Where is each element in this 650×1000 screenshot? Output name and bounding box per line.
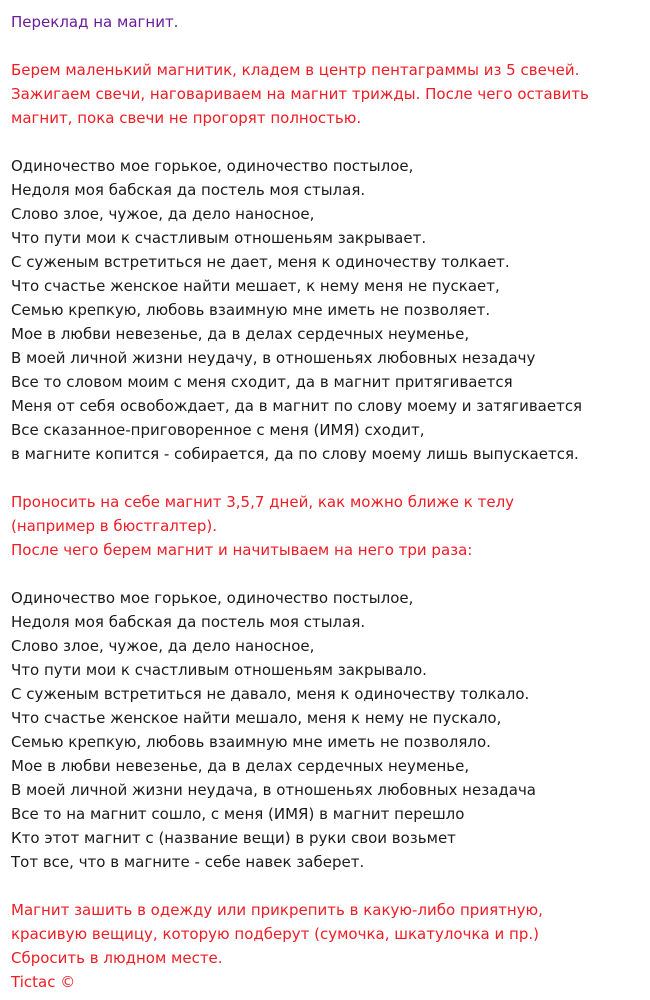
spell-line: Недоля моя бабская да постель моя стылая. <box>11 181 366 199</box>
spell-line: Одиночество мое горькое, одиночество постылое, <box>11 157 414 175</box>
middle-instructions <box>11 490 647 562</box>
spell-line: в магните копится - собирается, да по слову моему лишь выпускается. <box>11 445 579 463</box>
spell-line: Все то на магнит сошло, с меня (ИМЯ) в магнит перешло <box>11 805 465 823</box>
spell-line: Одиночество мое горькое, одиночество постылое, <box>11 589 414 607</box>
spell-line: Что пути мои к счастливым отношеньям закрывает. <box>11 229 427 247</box>
spell-line: Кто этот магнит с (название вещи) в руки свои возьмет <box>11 829 456 847</box>
spell-line: С суженым встретиться не дает, меня к одиночеству толкает. <box>11 253 510 271</box>
intro-line: Берем маленький магнитик, кладем в центр пентаграммы из 5 свечей. <box>11 61 580 79</box>
spell-line: Слово злое, чужое, да дело наносное, <box>11 637 315 655</box>
outro-line: Магнит зашить в одежду или прикрепить в какую-либо приятную, <box>11 901 543 919</box>
spell-line: Что пути мои к счастливым отношеньям закрывало. <box>11 661 427 679</box>
middle-line: После чего берем магнит и начитываем на него три раза: <box>11 541 473 559</box>
spacer <box>11 562 647 586</box>
spell-line: Мое в любви невезенье, да в делах сердечных неуменье, <box>11 757 470 775</box>
spell-line: Семью крепкую, любовь взаимную мне иметь не позволяло. <box>11 733 491 751</box>
intro-instructions <box>11 58 647 130</box>
middle-line: (например в бюстгалтер). <box>11 517 218 535</box>
spell-line: В моей личной жизни неудача, в отношеньях любовных незадача <box>11 781 536 799</box>
document <box>11 10 647 994</box>
spell-second <box>11 586 647 874</box>
outro-instructions <box>11 898 647 994</box>
spell-line: Все то словом моим с меня сходит, да в магнит притягивается <box>11 373 513 391</box>
intro-line: Зажигаем свечи, наговариваем на магнит трижды. После чего оставить <box>11 85 589 103</box>
spacer <box>11 874 647 898</box>
intro-line: магнит, пока свечи не прогорят полностью. <box>11 109 362 127</box>
spell-line: Меня от себя освобождает, да в магнит по слову моему и затягивается <box>11 397 583 415</box>
spell-line: Что счастье женское найти мешает, к нему меня не пускает, <box>11 277 500 295</box>
middle-line: Проносить на себе магнит 3,5,7 дней, как можно ближе к телу <box>11 493 515 511</box>
spell-line: Все сказанное-приговоренное с меня (ИМЯ) сходит, <box>11 421 425 439</box>
spell-line: Что счастье женское найти мешало, меня к нему не пускало, <box>11 709 502 727</box>
author-signature: Tictac © <box>11 973 76 991</box>
outro-line: красивую вещицу, которую подберут (сумочка, шкатулочка и пр.) <box>11 925 539 943</box>
spell-line: Семью крепкую, любовь взаимную мне иметь не позволяет. <box>11 301 491 319</box>
outro-line: Сбросить в людном месте. <box>11 949 223 967</box>
spell-line: Тот все, что в магните - себе навек заберет. <box>11 853 365 871</box>
spacer <box>11 130 647 154</box>
spacer <box>11 466 647 490</box>
spell-line: В моей личной жизни неудачу, в отношеньях любовных незадачу <box>11 349 536 367</box>
spell-line: Слово злое, чужое, да дело наносное, <box>11 205 315 223</box>
spacer <box>11 34 647 58</box>
spell-line: Мое в любви невезенье, да в делах сердечных неуменье, <box>11 325 470 343</box>
page-title: Переклад на магнит. <box>11 13 179 31</box>
spell-line: Недоля моя бабская да постель моя стылая. <box>11 613 366 631</box>
spell-line: С суженым встретиться не давало, меня к одиночеству толкало. <box>11 685 530 703</box>
spell-first <box>11 154 647 466</box>
